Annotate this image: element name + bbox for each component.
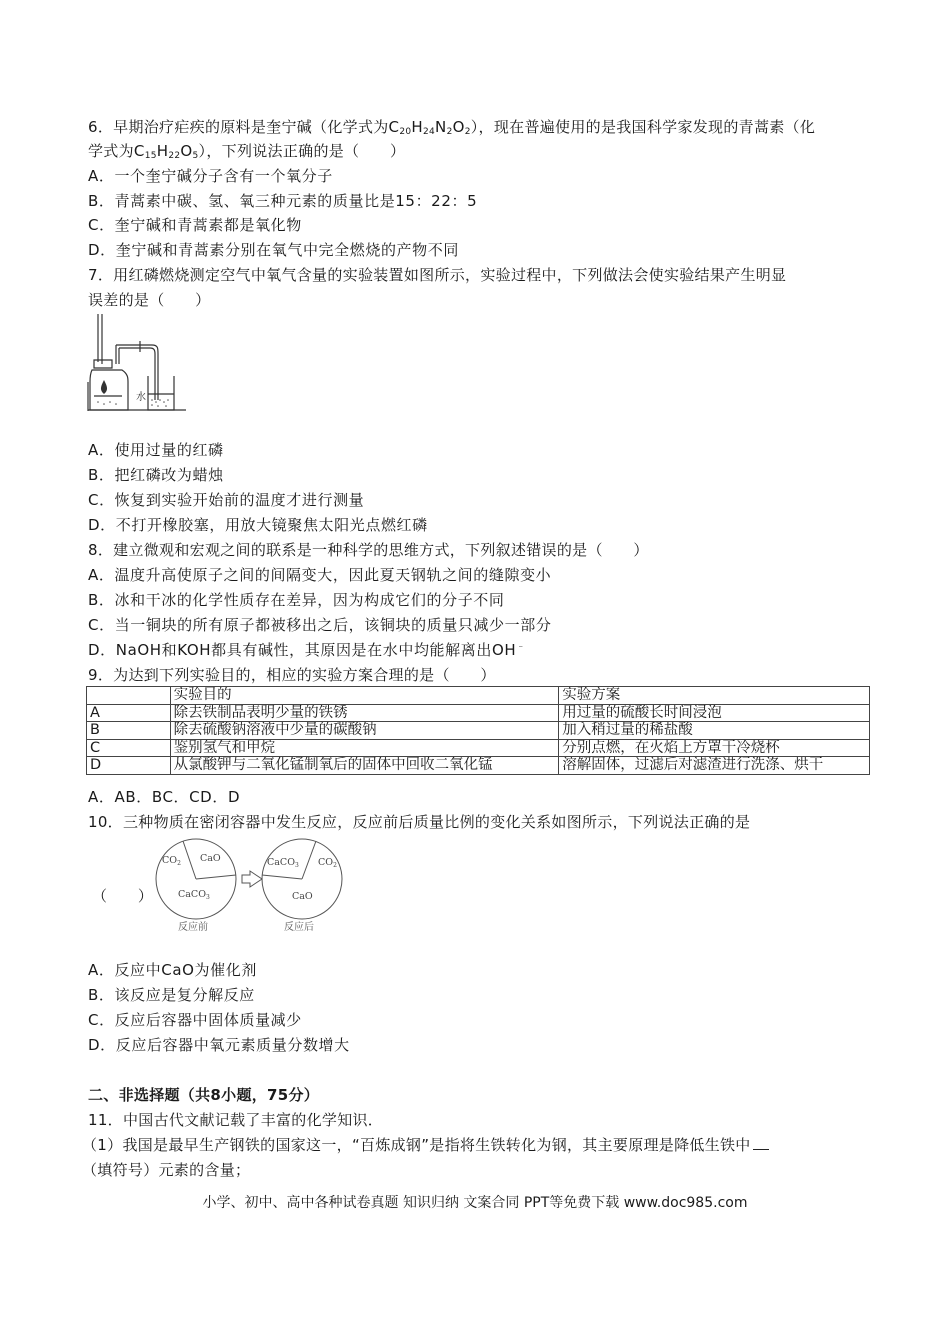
q6-option-b: B．青蒿素中碳、氢、氧三种元素的质量比是15：22：5 <box>88 192 478 210</box>
table-cell: D <box>87 757 171 775</box>
page-footer: 小学、初中、高中各种试卷真题 知识归纳 文案合同 PPT等免费下载 www.doc985.com <box>202 1195 748 1211</box>
q10-option-c: C．反应后容器中固体质量减少 <box>88 1011 302 1029</box>
table-cell: 除去硫酸钠溶液中少量的碳酸钠 <box>170 722 559 740</box>
co2-label-before: $CO_2$ <box>162 855 181 867</box>
table-cell: C <box>87 739 171 757</box>
table-cell: 溶解固体，过滤后对滤渣进行洗涤、烘干 <box>559 757 870 775</box>
q10-option-a: A．反应中CaO为催化剂 <box>88 961 257 979</box>
table-row <box>87 739 870 757</box>
table-cell: A <box>87 704 171 722</box>
caco3-label-before: CaCO$_3$ <box>178 889 210 901</box>
q10-option-d: D．反应后容器中氧元素质量分数增大 <box>88 1036 350 1054</box>
reaction-pie-diagram <box>150 835 350 935</box>
cao-label-before: CaO <box>200 853 221 864</box>
q10-option-b: B．该反应是复分解反应 <box>88 986 255 1004</box>
q8-option-d: D．NaOH和KOH都具有碱性，其原因是在水中均能解离出OH﹣ <box>88 641 526 659</box>
table-cell: 加入稍过量的稀盐酸 <box>559 722 870 740</box>
table-cell: 从氯酸钾与二氧化锰制氧后的固体中回收二氧化锰 <box>170 757 559 775</box>
answer-blank[interactable] <box>753 1134 769 1150</box>
q11-part1-line2: （填符号）元素的含量； <box>82 1161 251 1179</box>
q10-stem: 10．三种物质在密闭容器中发生反应，反应前后质量比例的变化关系如图所示，下列说法正确的是 <box>88 813 751 831</box>
water-label: 水 <box>136 392 146 403</box>
red-phosphorus-apparatus-figure <box>86 312 196 414</box>
q7-stem-line1: 7．用红磷燃烧测定空气中氧气含量的实验装置如图所示，实验过程中，下列做法会使实验结果产生明显 <box>88 266 787 284</box>
table-cell: 分别点燃，在火焰上方罩干冷烧杯 <box>559 739 870 757</box>
before-label: 反应前 <box>178 922 208 933</box>
q8-stem: 8．建立微观和宏观之间的联系是一种科学的思维方式，下列叙述错误的是（ ） <box>88 541 649 559</box>
q7-option-b: B．把红磷改为蜡烛 <box>88 466 224 484</box>
q8-option-b: B．冰和干冰的化学性质存在差异，因为构成它们的分子不同 <box>88 591 505 609</box>
q7-option-c: C．恢复到实验开始前的温度才进行测量 <box>88 491 365 509</box>
q6-stem-line1: 6．早期治疗疟疾的原料是奎宁碱（化学式为$C_{20}H_{24}N_2O_2$），现在普遍使用的是我国科学家发现的青蒿素（化 <box>88 118 816 137</box>
co2-label-after: $CO_2$ <box>318 857 337 869</box>
q7-option-d: D．不打开橡胶塞，用放大镜聚焦太阳光点燃红磷 <box>88 516 428 534</box>
caco3-label-after: CaCO$_3$ <box>267 857 299 869</box>
after-label: 反应后 <box>284 922 314 933</box>
table-header-cell: 实验方案 <box>559 687 870 705</box>
q6-option-a: A．一个奎宁碱分子含有一个氧分子 <box>88 167 333 185</box>
q9-experiment-table <box>86 686 870 775</box>
q6-option-d: D．奎宁碱和青蒿素分别在氧气中完全燃烧的产物不同 <box>88 241 459 259</box>
q10-answer-paren: （ ） <box>92 887 154 905</box>
table-cell: 除去铁制品表明少量的铁锈 <box>170 704 559 722</box>
q6-option-c: C．奎宁碱和青蒿素都是氧化物 <box>88 216 302 234</box>
table-header-row <box>87 687 870 705</box>
section-two-heading: 二、非选择题（共8小题，75分） <box>88 1086 320 1104</box>
table-cell: B <box>87 722 171 740</box>
q9-stem: 9．为达到下列实验目的，相应的实验方案合理的是（ ） <box>88 666 496 684</box>
table-row <box>87 757 870 775</box>
q9-options: A．AB．BC．CD．D <box>88 788 241 806</box>
q8-option-c: C．当一铜块的所有原子都被移出之后，该铜块的质量只减少一部分 <box>88 616 552 634</box>
q6-stem-line2: 学式为$C_{15}H_{22}O_5$），下列说法正确的是（ ） <box>88 142 406 161</box>
table-row <box>87 722 870 740</box>
table-cell: 鉴别氢气和甲烷 <box>170 739 559 757</box>
table-row <box>87 704 870 722</box>
q11-part1-line1: （1）我国是最早生产钢铁的国家这一，“百炼成钢”是指将生铁转化为钢，其主要原理是降低生铁中 <box>82 1134 769 1156</box>
q7-stem-line2: 误差的是（ ） <box>88 291 211 309</box>
table-header-cell <box>87 687 171 705</box>
q11-stem: 11．中国古代文献记载了丰富的化学知识． <box>88 1111 384 1129</box>
table-cell: 用过量的硫酸长时间浸泡 <box>559 704 870 722</box>
q8-option-a: A．温度升高使原子之间的间隔变大，因此夏天钢轨之间的缝隙变小 <box>88 566 552 584</box>
cao-label-after: CaO <box>292 891 313 902</box>
table-header-cell: 实验目的 <box>170 687 559 705</box>
q7-option-a: A．使用过量的红磷 <box>88 441 224 459</box>
